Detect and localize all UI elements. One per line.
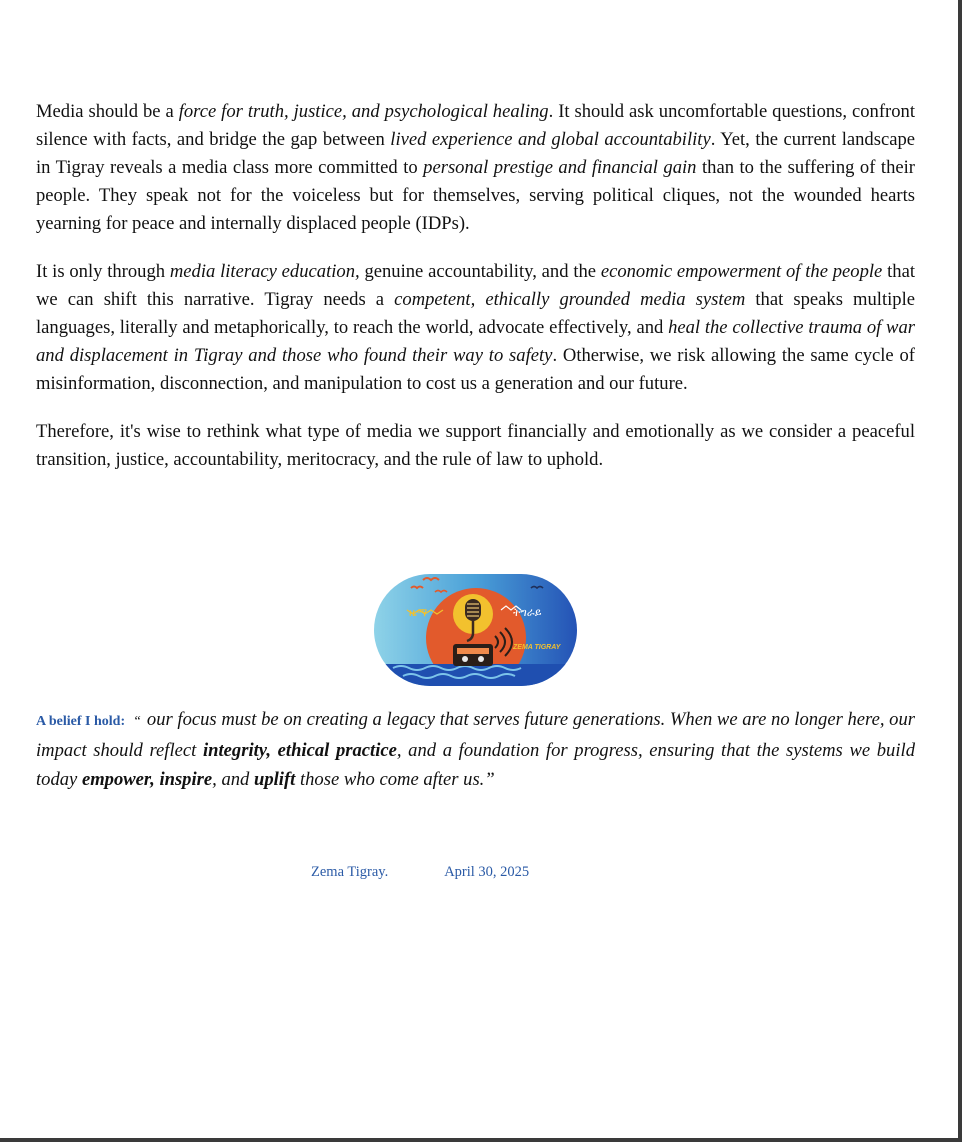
zema-tigray-logo xyxy=(373,572,578,688)
signature-line xyxy=(311,864,529,881)
cassette-icon xyxy=(453,644,493,666)
signature-date: April 30, 2025 xyxy=(444,864,530,880)
quote-label: A belief I hold: xyxy=(36,714,126,729)
page-border-bottom xyxy=(0,1138,962,1142)
microphone-icon xyxy=(465,599,481,621)
logo-graphic xyxy=(373,572,578,688)
paragraph-2: It is only through media literacy education, genuine accountability, and the economic empowerment of the people that we can shift this narrative. Tigray needs a competent, ethically grounded media system that speaks multiple languages, literally and metaphorically, to reach the world, advocate effectively, and heal the collective trauma of war and displacement in Tigray and those who found their way to safety. Otherwise, we risk allowing the same cycle of misinformation, disconnection, and manipulation to cost us a generation and our future. xyxy=(36,261,916,394)
page-border-right xyxy=(958,0,962,1142)
signature-name: Zema Tigray. xyxy=(311,864,389,880)
logo-name-en: ZEMA TIGRAY xyxy=(513,644,561,651)
paragraph-3: Therefore, it's wise to rethink what type of media we support financially and emotionally as we consider a peaceful transition, justice, accountability, meritocracy, and the rule of law to uphold. xyxy=(36,421,915,470)
paragraph-1: Media should be a force for truth, justice, and psychological healing. It should ask uncomfortable questions, confront silence with facts, and bridge the gap between lived experience and global accountability. Yet, the current landscape in Tigray reveals a media class more committed to personal prestige and financial gain than to the suffering of their people. They speak not for the voiceless but for themselves, serving political cliques, not the wounded hearts yearning for peace and internally displaced people (IDPs). xyxy=(36,101,915,234)
document-body xyxy=(36,98,915,494)
logo-name-ge-left: ዜማ xyxy=(409,606,428,619)
bird-icon xyxy=(411,587,423,589)
belief-quote: A belief I hold: “ our focus must be on creating a legacy that serves future generations. When we are no longer here, our impact should reflect integrity, ethical practice, and a foundation for progress, ensuring that the systems we build today empower, inspire, and uplift those who come after us.” xyxy=(36,709,915,790)
logo-name-ge-right: ትግራይ xyxy=(513,606,542,619)
quote-open-mark: “ xyxy=(133,714,141,729)
